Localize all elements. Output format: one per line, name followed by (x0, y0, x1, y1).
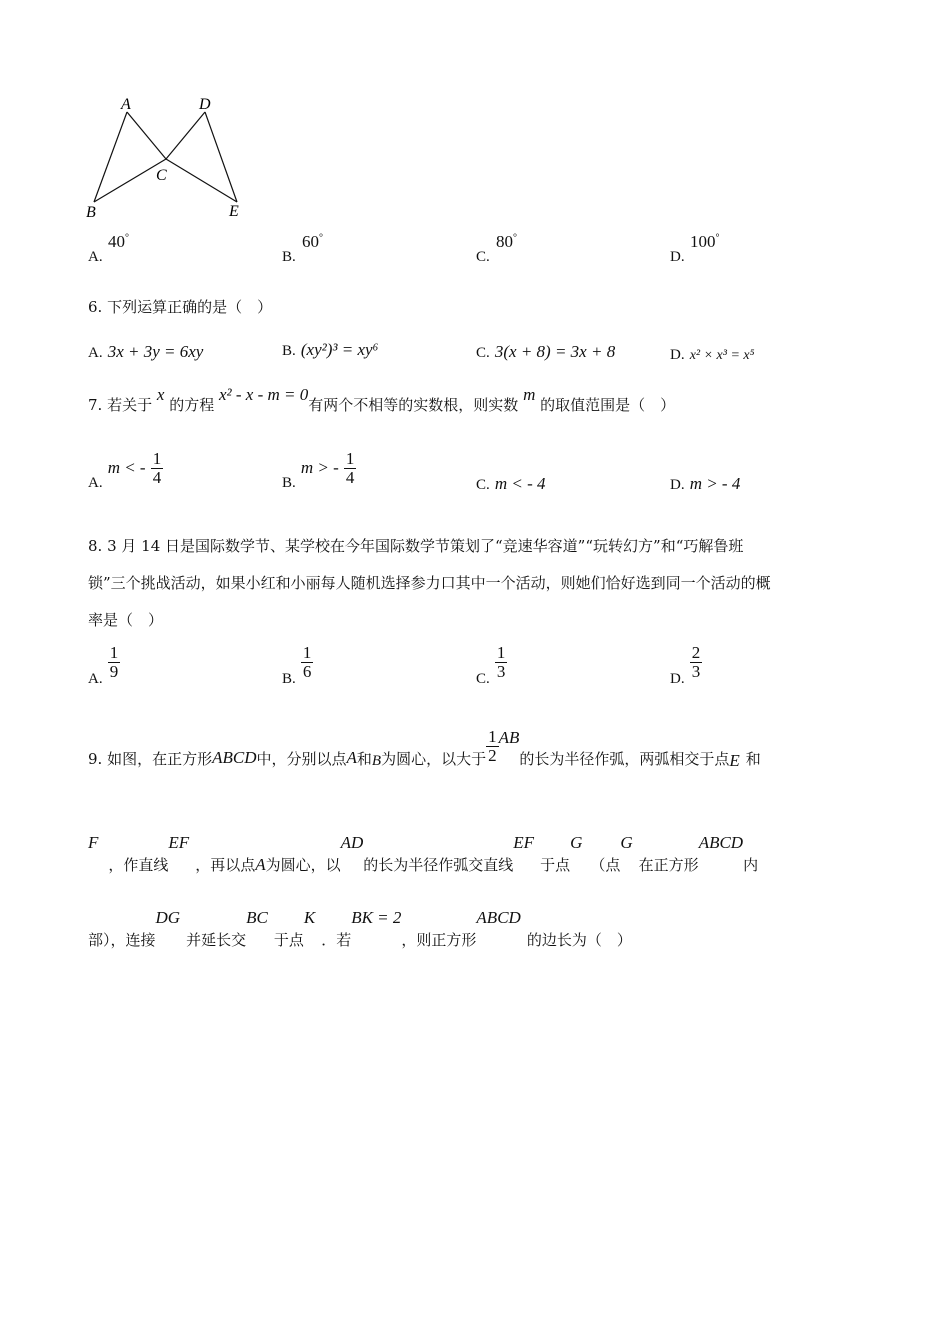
option-math: m > - 4 (689, 474, 741, 493)
text-run: 9. 如图，在正方形 (88, 749, 213, 768)
option-label: B. (282, 343, 296, 359)
option-label: C. (476, 345, 490, 361)
q9-line-2 (88, 825, 758, 875)
option-value: 40° (108, 232, 129, 251)
math-var: DG (155, 908, 181, 927)
option-label: D. (670, 347, 685, 363)
math-var: EF (513, 833, 535, 852)
math-var: B (371, 752, 382, 769)
q9-line-3 (88, 900, 632, 950)
math-var: m (523, 385, 536, 404)
q9-line-1 (88, 726, 761, 786)
option-label: D. (670, 249, 685, 265)
text-run: 的取值范围是（ ） (540, 396, 676, 414)
text-run: 在正方形 (638, 856, 699, 874)
option-label: D. (670, 671, 685, 687)
text-run: 和 (745, 749, 761, 768)
geometry-figure (80, 90, 260, 230)
fraction: $\frac{2}{3}$ (691, 643, 701, 681)
q6-stem: 6. 下列运算正确的是（ ） (88, 298, 273, 316)
text-run: 有两个不相等的实数根，则实数 (308, 396, 519, 414)
text-run: 7. 若关于 (88, 396, 153, 414)
q7-option-c (476, 474, 546, 494)
text-run: 并延长交 (186, 931, 247, 949)
option-value: 60° (302, 232, 323, 251)
point-label-a: A (121, 96, 131, 113)
math-var: A (346, 748, 357, 767)
text-run: 的方程 (169, 396, 215, 414)
option-math: m < - 4 (494, 474, 546, 493)
text-run: 和 (356, 749, 372, 768)
math-var: ABCD (476, 908, 521, 927)
math-equation: BK = 2 (351, 908, 402, 927)
math-var: BC (246, 908, 268, 927)
q8-option-c (476, 643, 507, 687)
point-label-c: C (156, 167, 167, 184)
text-run: 中，分别以点 (256, 749, 347, 768)
fraction: $\frac{1}{4}$ (345, 449, 355, 487)
text-run: 的边长为（ ） (526, 931, 632, 949)
fraction: $\frac{1}{6}$ (302, 643, 312, 681)
option-value: 100° (690, 232, 720, 251)
q8-option-b (282, 643, 313, 687)
option-label: D. (670, 477, 685, 493)
math-var: ABCD (212, 748, 257, 767)
math-var: x (156, 385, 165, 404)
q8-line-1: 8. 3 月 14 日是国际数学节、某学校在今年国际数学节策划了“竞速华容道”“玩转幻方”和“巧解鲁班 (88, 537, 744, 555)
math-var: F (88, 833, 99, 852)
q6-option-b (282, 340, 378, 360)
text-run: ，再以点 (195, 856, 256, 874)
q6-option-a (88, 342, 203, 362)
option-lhs: m < - (107, 458, 146, 477)
q6-option-c (476, 342, 615, 362)
text-run: 于点 (540, 856, 571, 874)
option-value: 80° (496, 232, 517, 251)
text-run: 部），连接 (88, 931, 156, 949)
math-var: ABCD (698, 833, 744, 852)
text-run: ，则正方形 (401, 931, 477, 949)
text-run: 于点 (273, 931, 304, 949)
option-math: x² × x³ = x⁵ (689, 348, 755, 363)
option-math: 3(x + 8) = 3x + 8 (494, 342, 616, 361)
text-run: （点 (590, 856, 621, 874)
fraction: $\frac{1}{3}$ (496, 643, 506, 681)
math-var: AB (498, 728, 520, 747)
q8-option-d (670, 643, 702, 687)
option-label: B. (282, 475, 296, 491)
text-run: 内 (743, 856, 759, 874)
text-run: ，作直线 (108, 856, 169, 874)
option-label: C. (476, 477, 490, 493)
option-label: C. (476, 671, 490, 687)
option-label: B. (282, 249, 296, 265)
option-math: 3x + 3y = 6xy (107, 342, 204, 361)
text-run: 为圆心，以大于 (381, 749, 487, 768)
point-label-e: E (229, 203, 239, 220)
text-run: 为圆心，以 (265, 856, 341, 874)
q8-line-3: 率是（ ） (88, 611, 164, 629)
option-label: C. (476, 249, 490, 265)
text-run: 的长为半径作弧交直线 (363, 856, 514, 874)
q7-stem (88, 385, 676, 415)
math-var: E (729, 751, 740, 770)
q7-option-d (670, 474, 740, 494)
fraction: $\frac{1}{2}$ (488, 726, 497, 765)
q6-option-d (670, 344, 755, 364)
fraction: $\frac{1}{9}$ (109, 643, 119, 681)
q7-option-a (88, 449, 163, 491)
text-run: 的长为半径作弧，两弧相交于点 (519, 749, 730, 768)
q8-option-a (88, 643, 120, 687)
half-ab (486, 728, 519, 765)
q7-option-b (282, 449, 356, 491)
option-label: B. (282, 671, 296, 687)
math-var: K (303, 908, 316, 927)
option-label: A. (88, 671, 103, 687)
math-var: G (570, 833, 583, 852)
math-var: AD (340, 833, 364, 852)
option-lhs: m > - (300, 458, 339, 477)
math-var: G (620, 833, 633, 852)
option-label: A. (88, 475, 103, 491)
math-var: A (255, 855, 266, 874)
point-label-b: B (86, 204, 96, 221)
option-math: (xy²)³ = xy⁶ (300, 340, 379, 359)
fraction: $\frac{1}{4}$ (152, 449, 162, 487)
math-equation: x² - x - m = 0 (219, 385, 309, 404)
math-var: EF (168, 833, 190, 852)
option-label: A. (88, 345, 103, 361)
point-label-d: D (199, 96, 211, 113)
option-label: A. (88, 249, 103, 265)
q8-line-2: 锁”三个挑战活动，如果小红和小丽每人随机选择参力口其中一个活动，则她们恰好选到同一个活动的概 (88, 574, 771, 592)
text-run: ．若 (321, 931, 352, 949)
